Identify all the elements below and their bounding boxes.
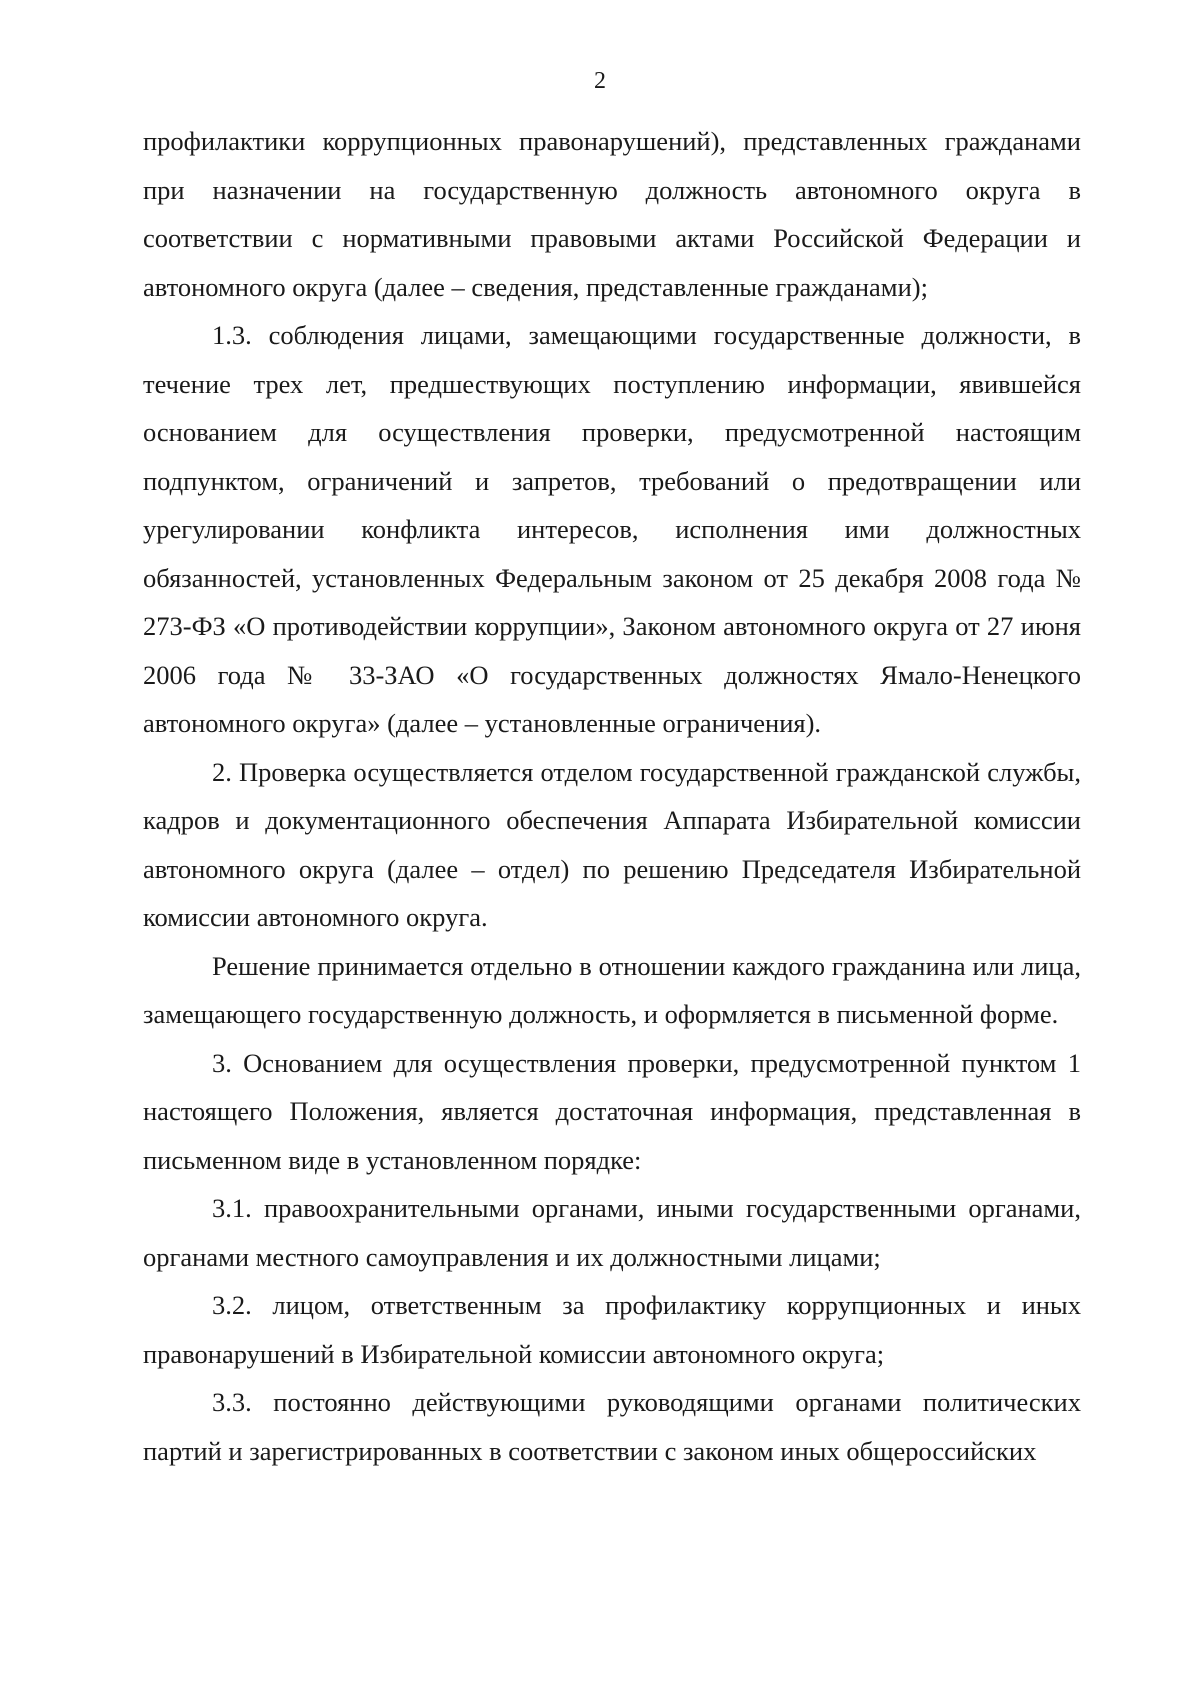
paragraph-continuation: профилактики коррупционных правонарушений), представленных гражданами при назначении на государственную должность автономного округа в соответствии с нормативными правовыми актами Российской Федерации и автономного округа (далее – сведения, представленные гражданами); (143, 126, 1081, 302)
paragraph-1-3: 1.3. соблюдения лицами, замещающими государственные должности, в течение трех лет, предшествующих поступлению информации, явившейся основанием для осуществления проверки, предусмотренной настоящим подпунктом, ограничений и запретов, требований о предотвращении или урегулировании конфликта интересов, исполнения ими должностных обязанностей, установленных Федеральным законом от 25 декабря 2008 года № 273-ФЗ «О противодействии коррупции», Законом автономного округа от 27 июня 2006 года № 33-ЗАО «О государственных должностях Ямало-Ненецкого автономного округа» (далее – установленные ограничения). (143, 320, 1081, 738)
paragraph-2: 2. Проверка осуществляется отделом государственной гражданской службы, кадров и документационного обеспечения Аппарата Избирательной комиссии автономного округа (далее – отдел) по решению Председателя Избирательной комиссии автономного округа. (143, 756, 1081, 932)
document-body (143, 117, 1081, 1475)
paragraph-2-decision: Решение принимается отдельно в отношении каждого гражданина или лица, замещающего государственную должность, и оформляется в письменной форме. (143, 950, 1081, 1029)
paragraph-3: 3. Основанием для осуществления проверки, предусмотренной пунктом 1 настоящего Положения, является достаточная информация, представленная в письменном виде в установленном порядке: (143, 1047, 1081, 1175)
paragraph-3-2: 3.2. лицом, ответственным за профилактику коррупционных и иных правонарушений в Избирательной комиссии автономного округа; (143, 1290, 1081, 1369)
paragraph-3-3: 3.3. постоянно действующими руководящими органами политических партий и зарегистрированных в соответствии с законом иных общероссийских (143, 1387, 1081, 1466)
paragraph-3-1: 3.1. правоохранительными органами, иными государственными органами, органами местного самоуправления и их должностными лицами; (143, 1193, 1081, 1272)
page-number: 2 (594, 68, 606, 94)
